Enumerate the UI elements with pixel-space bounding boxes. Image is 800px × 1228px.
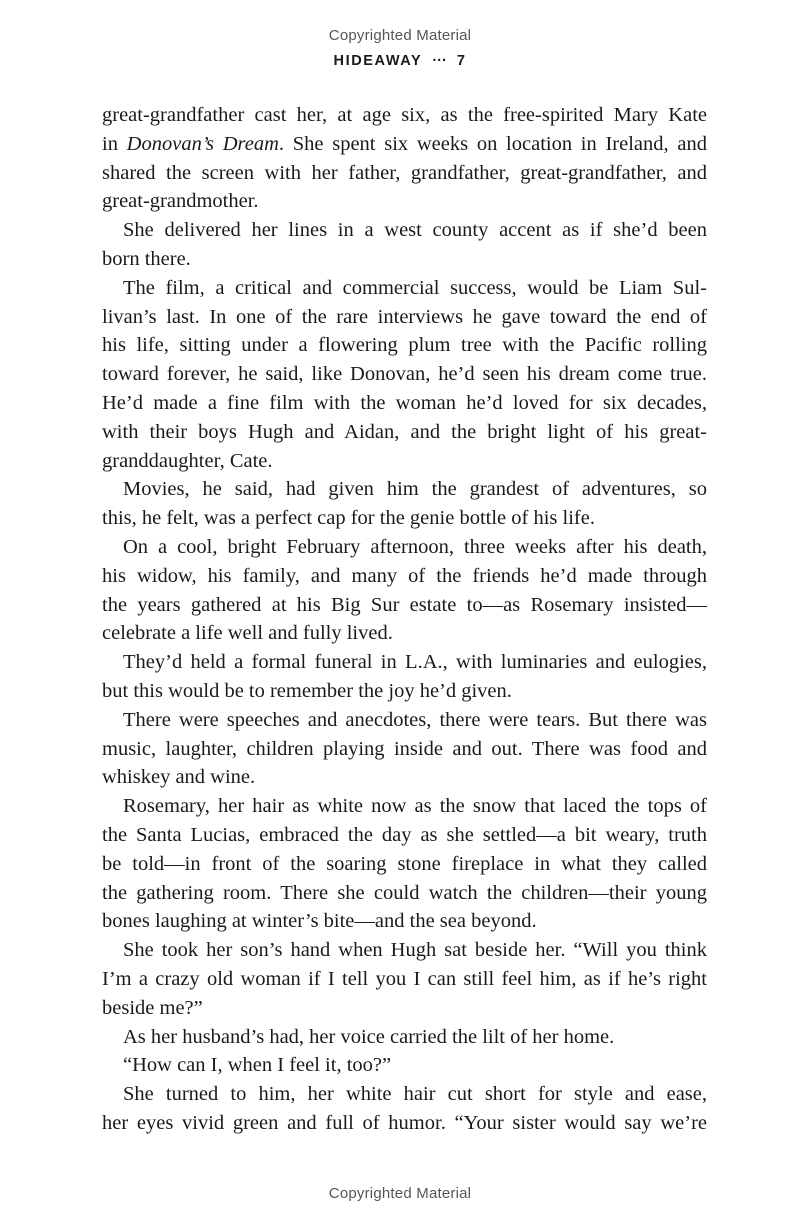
text-line: this, he felt, was a perfect cap for the genie bottle of his life. [102, 507, 595, 530]
copyright-watermark-bottom: Copyrighted Material [328, 1185, 472, 1202]
paragraph [102, 475, 707, 533]
text-line: his life, sitting under a flowering plum tree with the Pacific rolling [102, 334, 707, 357]
copyright-watermark-top: Copyrighted Material [328, 27, 472, 44]
text-line: granddaughter, Cate. [102, 449, 273, 472]
text-line: born there. [102, 247, 191, 270]
film-title: Donovan’s Dream [126, 132, 279, 155]
text-line: She turned to him, her white hair cut short for style and ease, [123, 1083, 707, 1106]
text-line: As her husband’s had, her voice carried the lilt of her home. [123, 1025, 615, 1048]
paragraph [102, 936, 707, 1022]
paragraph [102, 1080, 707, 1138]
text-line: She took her son’s hand when Hugh sat beside her. “Will you think [123, 939, 707, 962]
text-line: be told—in front of the soaring stone fireplace in what they called [102, 852, 707, 875]
text-line: great-grandfather cast her, at age six, as the free-spirited Mary Kate [102, 104, 707, 126]
paragraph [102, 1023, 707, 1052]
text-line: On a cool, bright February afternoon, three weeks after his death, [123, 535, 707, 558]
text-line: beside me?” [102, 996, 203, 1019]
paragraph [102, 792, 707, 936]
text-line: bones laughing at winter’s bite—and the sea beyond. [102, 910, 537, 933]
text-line: Rosemary, her hair as white now as the snow that laced the tops of [123, 795, 707, 818]
running-head-separator: ··· [432, 53, 447, 69]
text-line: in Donovan’s Dream. She spent six weeks on location in Ireland, and [102, 132, 707, 155]
text-line: but this would be to remember the joy he’d given. [102, 679, 512, 702]
paragraph [102, 216, 707, 274]
text-line: his widow, his family, and many of the friends he’d made through [102, 564, 707, 587]
paragraph [102, 648, 707, 706]
text-line: Movies, he said, had given him the grandest of adventures, so [123, 478, 707, 501]
text-line: music, laughter, children playing inside and out. There was food and [102, 737, 707, 760]
text-line: toward forever, he said, like Donovan, he’d seen his dream come true. [102, 363, 707, 386]
text-line: with their boys Hugh and Aidan, and the bright light of his great- [102, 420, 707, 443]
text-line: There were speeches and anecdotes, there were tears. But there was [123, 708, 707, 731]
text-line: They’d held a formal funeral in L.A., with luminaries and eulogies, [123, 651, 707, 674]
text-line: He’d made a fine film with the woman he’d loved for six decades, [102, 391, 707, 414]
text-line: She delivered her lines in a west county accent as if she’d been [123, 219, 707, 242]
text-line: shared the screen with her father, grandfather, great-grandfather, and [102, 161, 707, 184]
page-number: 7 [456, 53, 467, 69]
text-line: the years gathered at his Big Sur estate to—as Rosemary insisted— [102, 593, 707, 616]
text-line: the gathering room. There she could watch the children—their young [102, 881, 707, 904]
paragraph [102, 101, 707, 216]
paragraph [102, 706, 707, 792]
text-line: livan’s last. In one of the rare interviews he gave toward the end of [102, 305, 707, 328]
book-title: HIDEAWAY [333, 53, 423, 69]
text-line: whiskey and wine. [102, 766, 256, 789]
text-line: celebrate a life well and fully lived. [102, 622, 393, 645]
body-text [102, 101, 707, 1138]
paragraph [102, 1051, 707, 1080]
text-line: great-grandmother. [102, 190, 259, 213]
paragraph [102, 533, 707, 648]
paragraph [102, 274, 707, 476]
text-line: her eyes vivid green and full of humor. “Your sister would say we’re [102, 1111, 707, 1134]
text-line: the Santa Lucias, embraced the day as she settled—a bit weary, truth [102, 823, 707, 846]
text-line: The film, a critical and commercial success, would be Liam Sul- [123, 276, 707, 299]
text-line: I’m a crazy old woman if I tell you I can still feel him, as if he’s right [102, 967, 707, 990]
running-head [0, 53, 800, 69]
text-line: “How can I, when I feel it, too?” [123, 1054, 392, 1077]
